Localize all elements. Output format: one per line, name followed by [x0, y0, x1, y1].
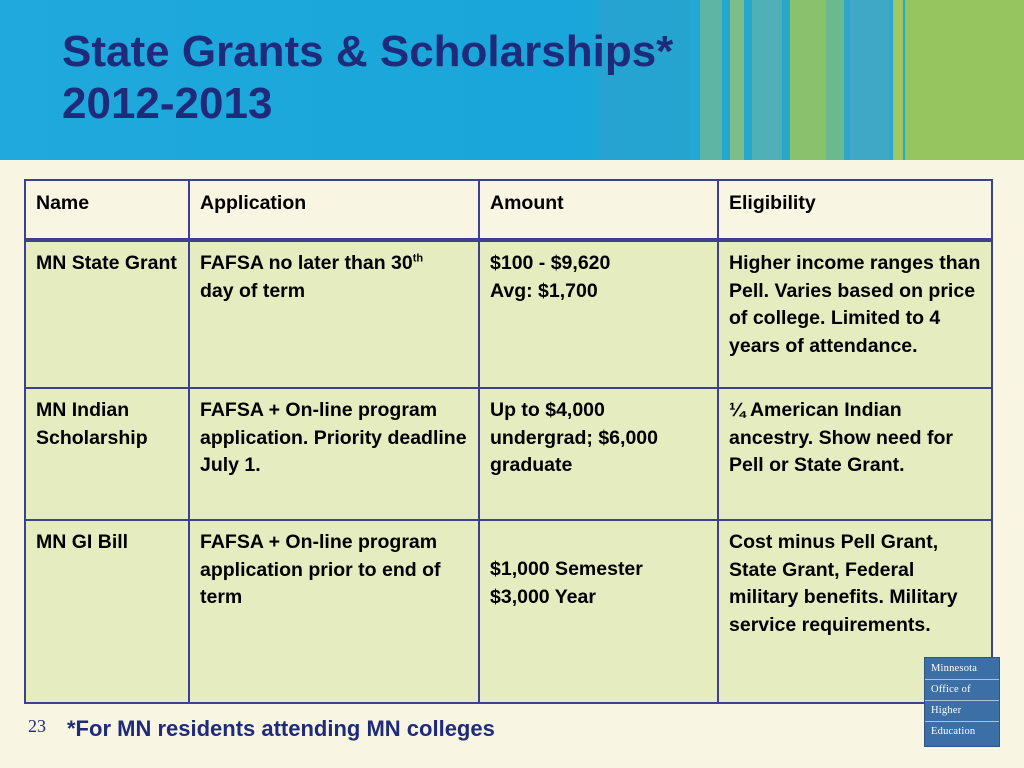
table-header-row — [25, 180, 992, 240]
title-line-1: State Grants & Scholarships* — [62, 27, 674, 76]
banner-stripe — [752, 0, 782, 160]
banner-stripe — [850, 0, 890, 160]
application-text: FAFSA no later than 30 — [200, 252, 413, 274]
logo-line-4: Education — [931, 726, 976, 737]
table-row — [25, 388, 992, 520]
application-text-tail: day of term — [200, 279, 306, 302]
amount-year: $3,000 Year — [490, 585, 596, 608]
amount-semester: $1,000 Semester — [490, 558, 643, 580]
cell-eligibility: ¼ American Indian ancestry. Show need for Pell or State Grant. — [718, 388, 992, 520]
cell-amount — [479, 240, 718, 388]
banner-stripe — [905, 0, 1024, 160]
table-row — [25, 240, 992, 388]
banner-stripe — [700, 0, 722, 160]
logo-divider — [925, 721, 999, 722]
cell-name: MN GI Bill — [25, 520, 189, 703]
table-row — [25, 520, 992, 703]
banner-stripe — [730, 0, 744, 160]
column-header-name: Name — [25, 180, 189, 240]
logo-divider — [925, 700, 999, 701]
banner-stripe — [826, 0, 844, 160]
cell-application — [189, 240, 479, 388]
page-number: 23 — [28, 716, 46, 736]
cell-eligibility: Higher income ranges than Pell. Varies based on price of college. Limited to 4 years of attendance. — [718, 240, 992, 388]
cell-eligibility: Cost minus Pell Grant, State Grant, Federal military benefits. Military service requirements. — [718, 520, 992, 703]
amount-range: $100 - $9,620 — [490, 252, 611, 274]
cell-name: MN Indian Scholarship — [25, 388, 189, 520]
cell-amount: Up to $4,000 undergrad; $6,000 graduate — [479, 388, 718, 520]
logo-line-1: Minnesota — [931, 663, 978, 674]
cell-application: FAFSA + On-line program application prior to end of term — [189, 520, 479, 703]
grants-table — [24, 179, 993, 704]
footnote: *For MN residents attending MN colleges — [67, 716, 495, 741]
logo-line-3: Higher — [931, 705, 962, 716]
cell-amount — [479, 520, 718, 703]
amount-average: Avg: $1,700 — [490, 279, 598, 302]
logo-divider — [925, 679, 999, 680]
column-header-eligibility: Eligibility — [718, 180, 992, 240]
title-line-2: 2012-2013 — [62, 79, 273, 128]
banner-stripe — [790, 0, 826, 160]
banner-stripe — [893, 0, 903, 160]
logo-line-2: Office of — [931, 684, 971, 695]
cell-name: MN State Grant — [25, 240, 189, 388]
column-header-application: Application — [189, 180, 479, 240]
cell-application: FAFSA + On-line program application. Priority deadline July 1. — [189, 388, 479, 520]
superscript: th — [412, 252, 424, 265]
page-title — [62, 26, 673, 130]
column-header-amount: Amount — [479, 180, 718, 240]
mohe-logo — [924, 657, 1000, 747]
